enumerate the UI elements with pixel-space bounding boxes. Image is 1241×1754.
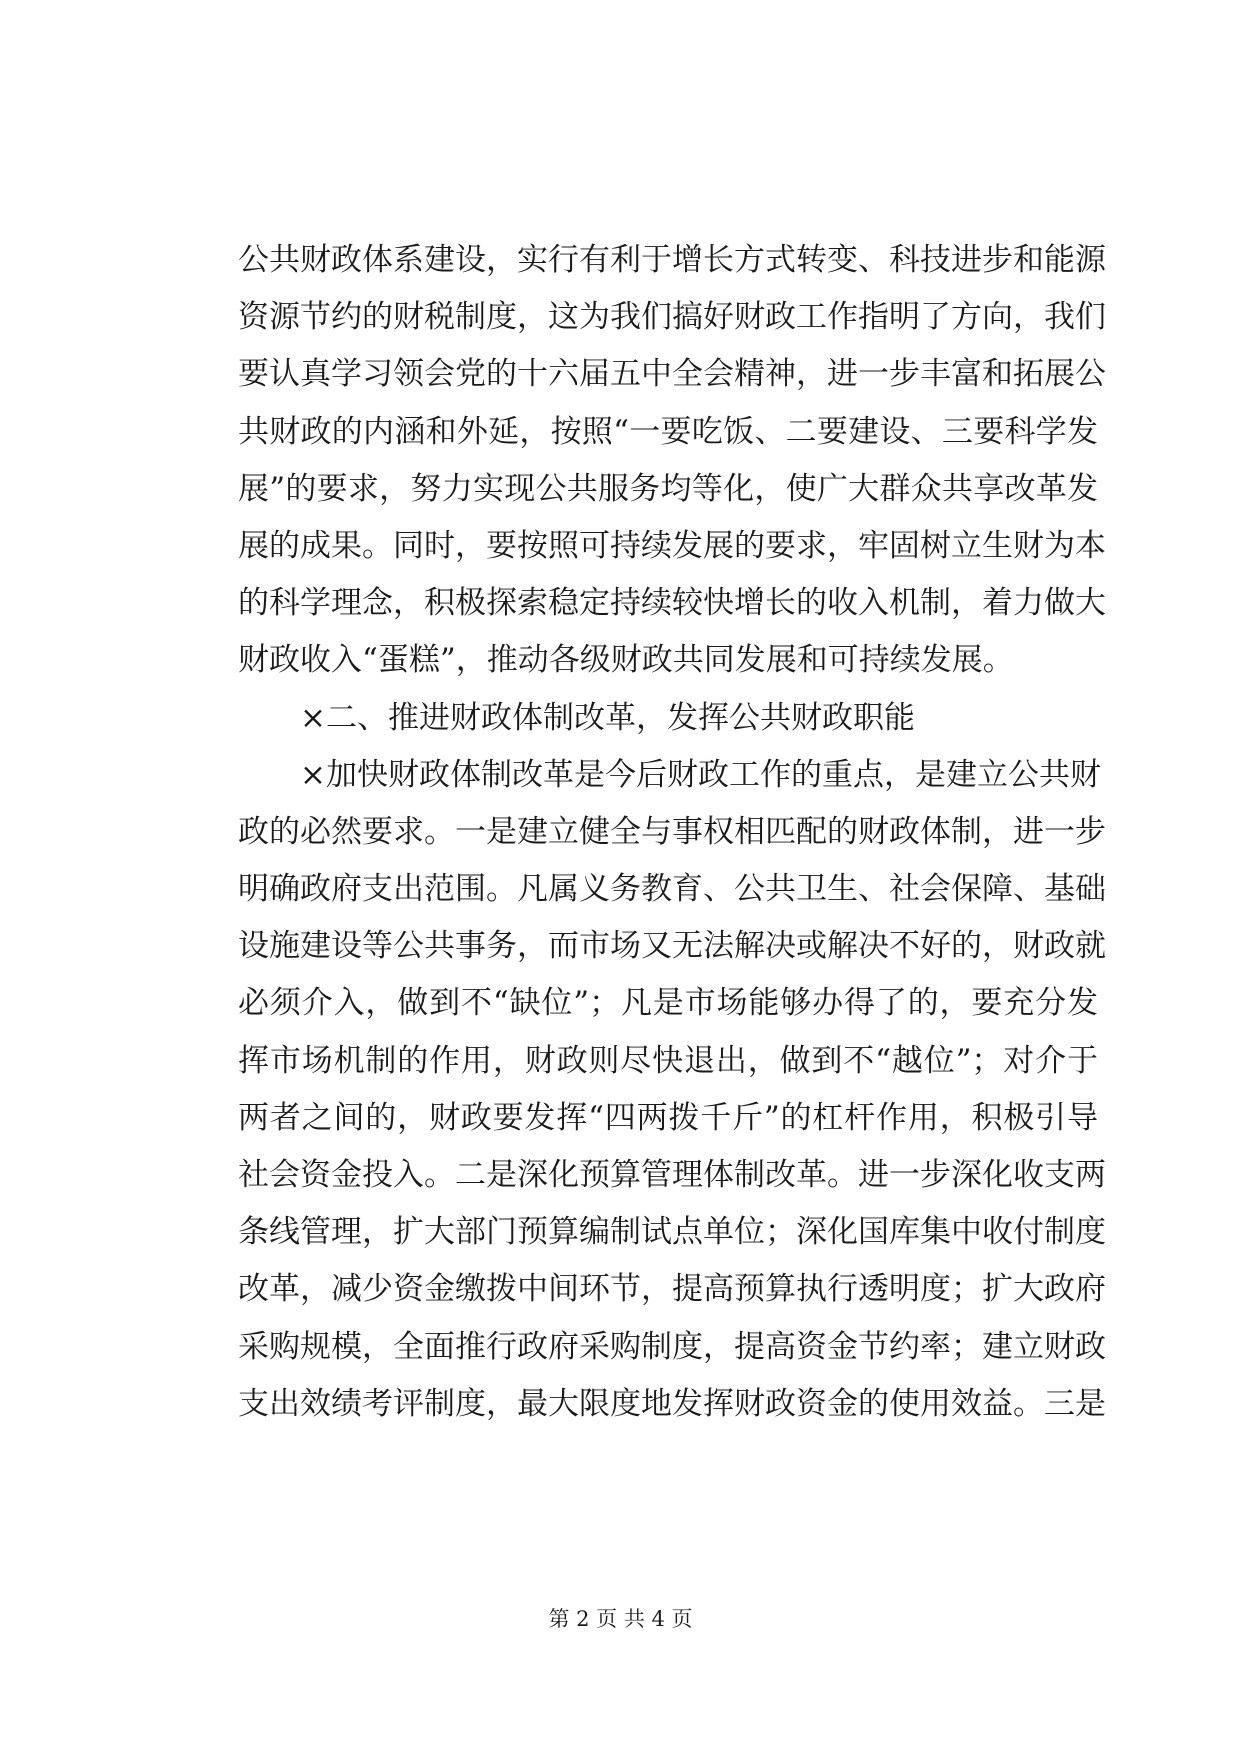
text-line: 改革，减少资金缴拨中间环节，提高预算执行透明度；扩大政府 <box>238 1271 1106 1308</box>
text-line: 展的成果。同时，要按照可持续发展的要求，牢固树立生财为本 <box>238 527 1106 564</box>
text-line: 共财政的内涵和外延，按照“一要吃饭、二要建设、三要科学发 <box>238 413 1098 450</box>
text-line: 必须介入，做到不“缺位”；凡是市场能够办得了的，要充分发 <box>238 985 1098 1022</box>
text-line: 财政收入“蛋糕”，推动各级财政共同发展和可持续发展。 <box>238 642 1014 679</box>
text-line: 明确政府支出范围。凡属义务教育、公共卫生、社会保障、基础 <box>238 871 1106 908</box>
text-line: 政的必然要求。一是建立健全与事权相匹配的财政体制，进一步 <box>238 813 1106 850</box>
text-line: 设施建设等公共事务，而市场又无法解决或解决不好的，财政就 <box>238 928 1106 965</box>
text-line: 采购规模，全面推行政府采购制度，提高资金节约率；建立财政 <box>238 1328 1106 1365</box>
text-line: 展”的要求，努力实现公共服务均等化，使广大群众共享改革发 <box>238 470 1098 507</box>
text-line: 公共财政体系建设，实行有利于增长方式转变、科技进步和能源 <box>238 242 1106 278</box>
text-line: 社会资金投入。二是深化预算管理体制改革。进一步深化收支两 <box>238 1157 1106 1193</box>
text-line: 要认真学习领会党的十六届五中全会精神，进一步丰富和拓展公 <box>238 356 1106 393</box>
section-heading: ×二、推进财政体制改革，发挥公共财政职能 <box>300 699 915 736</box>
page-footer: 第 2 页 共 4 页 <box>548 1607 693 1631</box>
text-line: 条线管理，扩大部门预算编制试点单位；深化国库集中收付制度 <box>238 1214 1106 1251</box>
text-line: 两者之间的，财政要发挥“四两拨千斤”的杠杆作用，积极引导 <box>238 1099 1098 1136</box>
text-line: 支出效绩考评制度，最大限度地发挥财政资金的使用效益。三是 <box>238 1385 1106 1422</box>
text-line: 资源节约的财税制度，这为我们搞好财政工作指明了方向，我们 <box>238 299 1106 336</box>
body-text <box>238 232 1106 1433</box>
text-line: 挥市场机制的作用，财政则尽快退出，做到不“越位”；对介于 <box>238 1042 1098 1079</box>
text-line: 的科学理念，积极探索稳定持续较快增长的收入机制，着力做大 <box>238 585 1106 622</box>
text-line: ×加快财政体制改革是今后财政工作的重点，是建立公共财 <box>300 756 1101 793</box>
